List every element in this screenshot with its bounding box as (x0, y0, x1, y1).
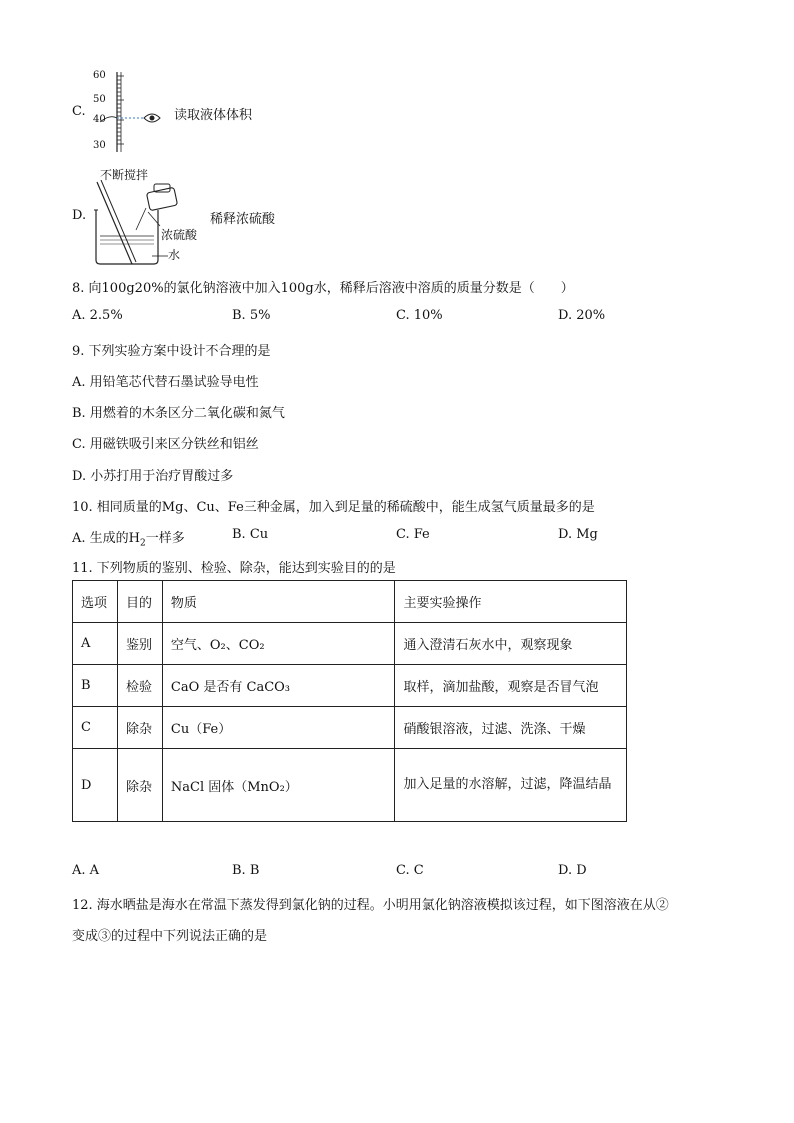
question-11-stem: 11. 下列物质的鉴别、检验、除杂，能达到实验目的的是 (72, 561, 396, 576)
q10-option-d[interactable]: D. Mg (558, 527, 598, 542)
row-d-substance: NaCl 固体（MnO₂） (162, 749, 395, 822)
cylinder-scale-30: 30 (93, 140, 106, 151)
eye-icon (143, 110, 161, 126)
q8-option-d[interactable]: D. 20% (558, 308, 606, 323)
table-header-row (73, 581, 627, 623)
table-row (73, 665, 627, 707)
q11-option-d[interactable]: D. D (558, 863, 587, 878)
question-12-line-2: 变成③的过程中下列说法正确的是 (72, 929, 268, 944)
row-d-option: D (73, 749, 118, 822)
row-a-option: A (73, 623, 118, 665)
q11-option-c[interactable]: C. C (396, 863, 424, 878)
question-9-stem: 9. 下列实验方案中设计不合理的是 (72, 344, 271, 359)
q7-option-d-label: D. (72, 208, 87, 223)
table-row (73, 623, 627, 665)
q7-option-c-text: 读取液体体积 (174, 108, 253, 123)
q10-option-a[interactable] (72, 527, 185, 549)
row-a-operation: 通入澄清石灰水中，观察现象 (395, 623, 627, 665)
q10-option-b[interactable]: B. Cu (232, 527, 269, 542)
cylinder-scale-40: 40 (93, 114, 106, 125)
q7-option-c-label: C. (72, 104, 86, 119)
q10-option-a-sub: 2 (140, 538, 146, 549)
question-12-line-1: 12. 海水晒盐是海水在常温下蒸发得到氯化钠的过程。小明用氯化钠溶液模拟该过程，如下图溶液在从② (72, 898, 669, 913)
row-c-goal: 除杂 (117, 707, 162, 749)
stir-annotation: 不断搅拌 (100, 168, 149, 182)
row-d-goal: 除杂 (117, 749, 162, 822)
row-c-operation: 硝酸银溶液，过滤、洗涤、干燥 (395, 707, 627, 749)
row-b-option: B (73, 665, 118, 707)
question-8-stem: 8. 向100g20%的氯化钠溶液中加入100g水，稀释后溶液中溶质的质量分数是（ ） (72, 281, 574, 296)
q8-option-b[interactable]: B. 5% (232, 308, 271, 323)
header-operation: 主要实验操作 (395, 581, 627, 623)
q8-option-a[interactable]: A. 2.5% (72, 308, 123, 323)
q7-option-d-text: 稀释浓硫酸 (210, 212, 276, 227)
q9-option-a[interactable]: A. 用铅笔芯代替石墨试验导电性 (72, 375, 259, 390)
water-annotation: 水 (168, 248, 181, 262)
row-c-option: C (73, 707, 118, 749)
q10-option-a-pre: A. 生成的H (72, 531, 140, 546)
cylinder-scale-60: 60 (93, 70, 106, 81)
q9-option-b[interactable]: B. 用燃着的木条区分二氧化碳和氮气 (72, 406, 285, 421)
row-c-substance: Cu（Fe） (162, 707, 395, 749)
row-b-operation: 取样，滴加盐酸，观察是否冒气泡 (395, 665, 627, 707)
row-b-substance: CaO 是否有 CaCO₃ (162, 665, 395, 707)
cylinder-scale-50: 50 (93, 94, 106, 105)
table-row (73, 749, 627, 822)
header-goal: 目的 (117, 581, 162, 623)
row-a-goal: 鉴别 (117, 623, 162, 665)
header-option: 选项 (73, 581, 118, 623)
q10-option-a-post: 一样多 (145, 531, 185, 546)
header-substance: 物质 (162, 581, 395, 623)
experiment-table (72, 580, 627, 822)
q9-option-d[interactable]: D. 小苏打用于治疗胃酸过多 (72, 469, 234, 484)
q9-option-c[interactable]: C. 用磁铁吸引来区分铁丝和铝丝 (72, 437, 259, 452)
question-10-stem: 10. 相同质量的Mg、Cu、Fe三种金属，加入到足量的稀硫酸中，能生成氢气质量最多的是 (72, 500, 595, 515)
row-b-goal: 检验 (117, 665, 162, 707)
q10-option-c[interactable]: C. Fe (396, 527, 430, 542)
acid-annotation: 浓硫酸 (161, 228, 198, 242)
table-row (73, 707, 627, 749)
row-a-substance: 空气、O₂、CO₂ (162, 623, 395, 665)
row-d-operation: 加入足量的水溶解，过滤，降温结晶 (395, 749, 627, 822)
q11-option-a[interactable]: A. A (72, 863, 100, 878)
q8-option-c[interactable]: C. 10% (396, 308, 443, 323)
q11-option-b[interactable]: B. B (232, 863, 260, 878)
